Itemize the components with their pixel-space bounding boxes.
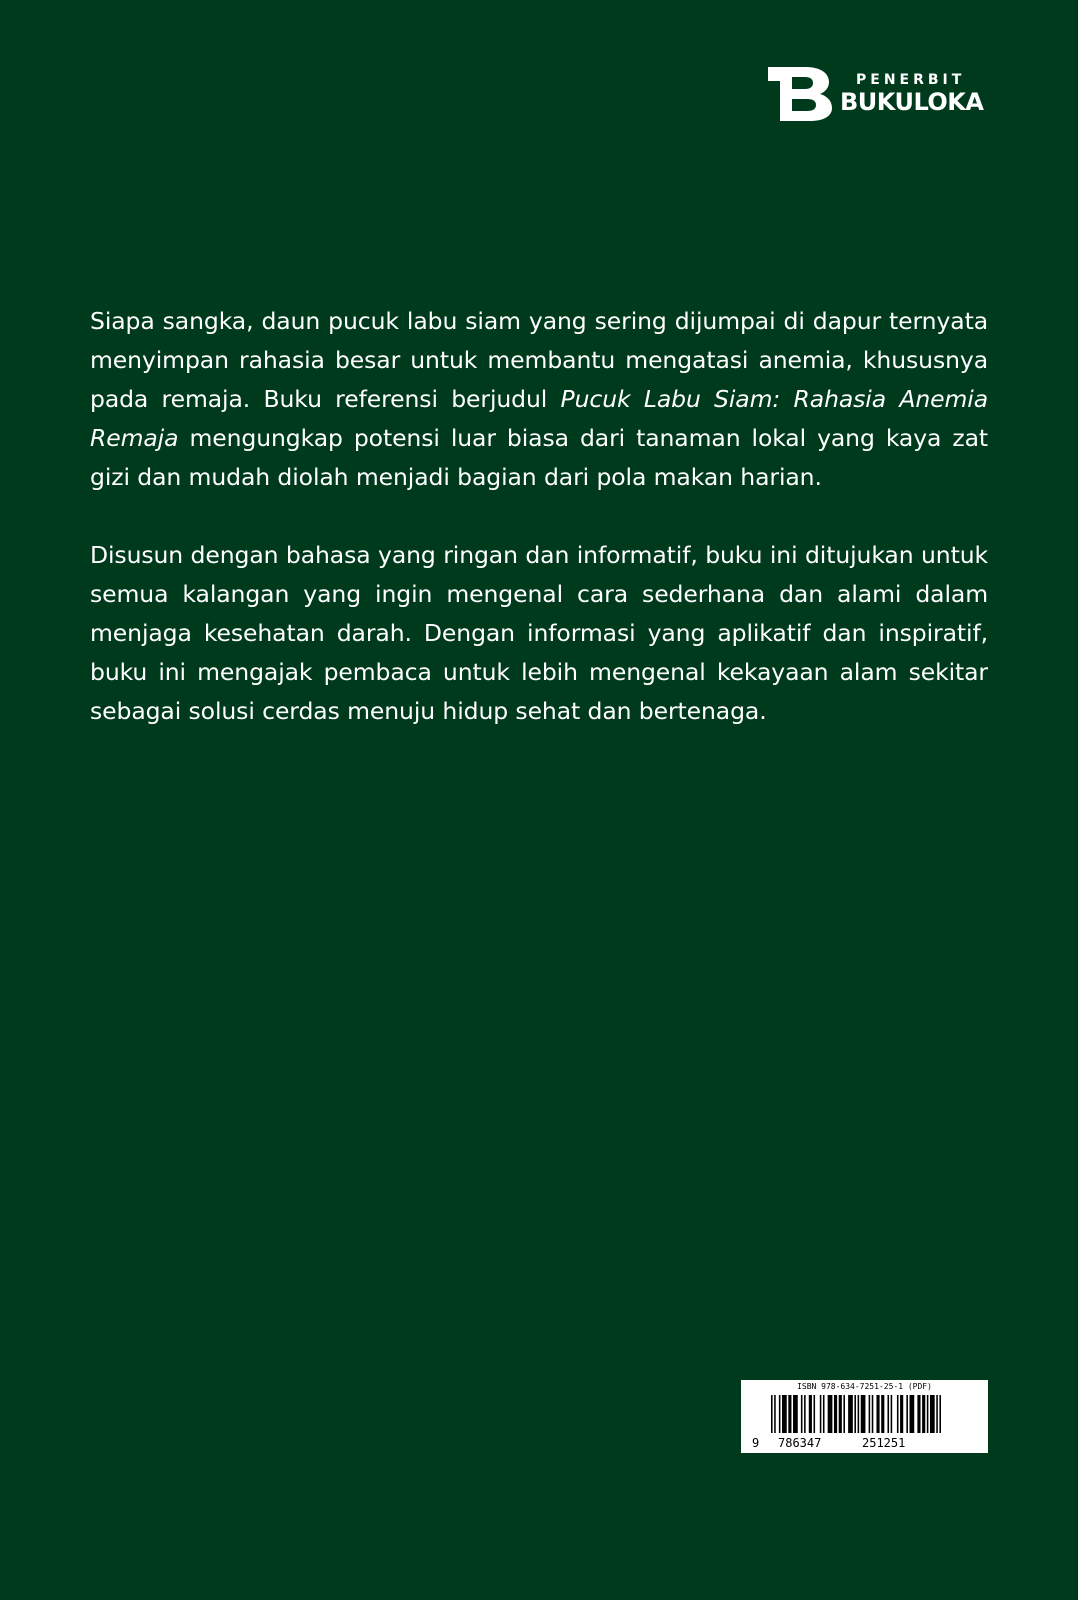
barcode-bar — [854, 1395, 856, 1433]
barcode-bar — [779, 1395, 781, 1433]
barcode-bars — [771, 1395, 941, 1433]
barcode-bar — [782, 1395, 787, 1433]
barcode-bar — [872, 1395, 874, 1433]
barcode-digits-left: 786347 — [778, 1436, 822, 1450]
publisher-logo — [768, 64, 988, 124]
barcode-bar — [839, 1395, 842, 1433]
barcode-bar — [887, 1395, 889, 1433]
barcode-bar — [801, 1395, 803, 1433]
barcode-bar — [793, 1395, 798, 1433]
barcode-bar — [897, 1395, 899, 1433]
blurb-paragraph-1-tail: mengungkap potensi luar biasa dari tanaman lokal yang kaya zat gizi dan mudah diolah menjadi bagian dari pola makan harian. — [90, 424, 988, 491]
barcode-bar — [906, 1395, 908, 1433]
barcode-bar — [922, 1395, 925, 1433]
barcode-bar — [771, 1395, 773, 1433]
barcode-bar — [900, 1395, 903, 1433]
barcode-bar — [774, 1395, 776, 1433]
barcode-bar — [891, 1395, 893, 1433]
publisher-logo-mark — [768, 67, 834, 121]
barcode-bar — [876, 1395, 879, 1433]
blurb-paragraph-1 — [90, 302, 988, 497]
barcode-bar — [828, 1395, 833, 1433]
back-cover-blurb — [90, 302, 988, 770]
barcode-bar — [910, 1395, 915, 1433]
publisher-kicker: PENERBIT — [856, 72, 966, 88]
barcode-bar — [814, 1395, 816, 1433]
isbn-label: ISBN 978-634-7251-25-1 (PDF) — [797, 1382, 932, 1391]
barcode-bar — [848, 1395, 853, 1433]
barcode-bar — [881, 1395, 884, 1433]
barcode-bar — [820, 1395, 822, 1433]
publisher-name: BUKULOKA — [840, 88, 984, 116]
barcode-bar — [804, 1395, 806, 1433]
barcode-bar — [843, 1395, 845, 1433]
barcode-bar — [788, 1395, 791, 1433]
blurb-paragraph-1-lead: Siapa sangka, daun pucuk labu siam yang sering dijumpai di dapur ternyata menyimpan rahasia besar untuk membantu mengatasi anemia, khususnya pada remaja. Buku referensi berjudul — [90, 307, 988, 413]
barcode-bar — [858, 1395, 860, 1433]
barcode-bar — [834, 1395, 837, 1433]
book-title: Pucuk Labu Siam: Rahasia Anemia Remaja — [90, 385, 988, 452]
barcode-digits-right: 251251 — [862, 1436, 906, 1450]
barcode-bar — [917, 1395, 920, 1433]
barcode-bar — [869, 1395, 871, 1433]
barcode-bar — [939, 1395, 941, 1433]
barcode-bar — [809, 1395, 812, 1433]
barcode-bar — [927, 1395, 929, 1433]
barcode-digit-first: 9 — [752, 1436, 760, 1450]
barcode-bar — [930, 1395, 935, 1433]
blurb-paragraph-2: Disusun dengan bahasa yang ringan dan informatif, buku ini ditujukan untuk semua kalangan yang ingin mengenal cara sederhana dan alami dalam menjaga kesehatan darah. Dengan informasi yang aplikatif dan inspiratif, buku ini mengajak pembaca untuk lebih mengenal kekayaan alam sekitar sebagai solusi cerdas menuju hidup sehat dan bertenaga. — [90, 541, 988, 725]
barcode-bar — [861, 1395, 866, 1433]
barcode-bar — [823, 1395, 825, 1433]
isbn-barcode — [741, 1380, 988, 1453]
barcode-bar — [936, 1395, 938, 1433]
